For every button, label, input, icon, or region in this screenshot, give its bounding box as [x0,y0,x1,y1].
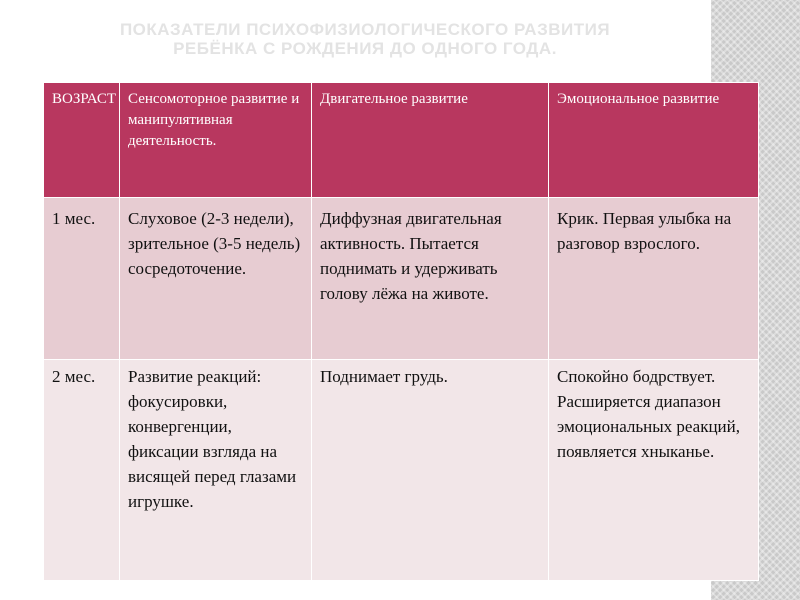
header-sensorimotor: Сенсомоторное развитие и манипулятивная деятельность. [120,83,312,198]
table-row [44,198,759,360]
header-age: ВОЗРАСТ [44,83,120,198]
cell-sensorimotor: Слуховое (2-3 недели), зрительное (3-5 недель) сосредоточение. [120,198,312,360]
slide-title-line-1: ПОКАЗАТЕЛИ ПСИХОФИЗИОЛОГИЧЕСКОГО РАЗВИТИЯ [119,20,611,39]
slide-title-line-2: РЕБЁНКА С РОЖДЕНИЯ ДО ОДНОГО ГОДА. [173,39,557,58]
header-emotional: Эмоциональное развитие [549,83,759,198]
cell-emotional: Спокойно бодрствует. Расширяется диапазон эмоциональных реакций, появляется хныканье. [549,360,759,581]
table-row [44,360,759,581]
cell-age: 2 мес. [44,360,120,581]
header-motor: Двигательное развитие [312,83,549,198]
cell-motor: Поднимает грудь. [312,360,549,581]
development-table [43,82,759,581]
development-table-wrapper [43,82,759,581]
cell-emotional: Крик. Первая улыбка на разговор взрослого. [549,198,759,360]
slide-title [60,20,670,58]
cell-motor: Диффузная двигательная активность. Пытается поднимать и удерживать голову лёжа на животе. [312,198,549,360]
cell-sensorimotor: Развитие реакций: фокусировки, конвергенции, фиксации взгляда на висящей перед глазами игрушке. [120,360,312,581]
table-header-row [44,83,759,198]
cell-age: 1 мес. [44,198,120,360]
